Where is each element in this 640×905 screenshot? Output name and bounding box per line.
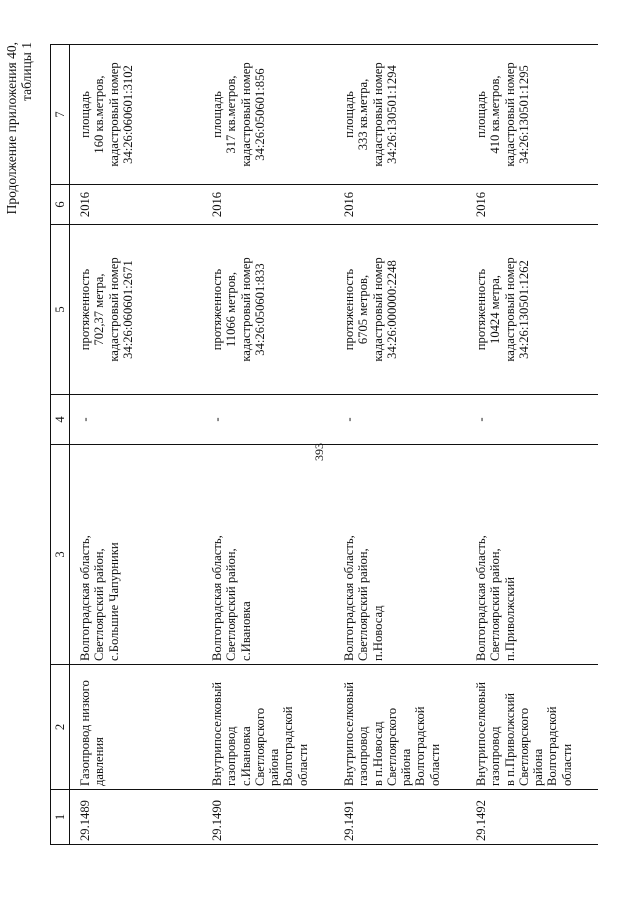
col-header-2: 2 bbox=[51, 665, 70, 790]
object-length: протяженность 11066 метров, кадастровый номер 34:26:050601:833 bbox=[202, 225, 334, 395]
column-4-value: - bbox=[466, 395, 598, 445]
object-year: 2016 bbox=[202, 185, 334, 225]
col-header-6: 6 bbox=[51, 185, 70, 225]
col-header-3: 3 bbox=[51, 445, 70, 665]
object-area: площадь 317 кв.метров, кадастровый номер 34:26:050601:856 bbox=[202, 45, 334, 185]
object-name: Газопровод низкого давления bbox=[70, 665, 203, 790]
header-row bbox=[51, 45, 70, 845]
table-caption bbox=[4, 42, 34, 214]
object-year: 2016 bbox=[70, 185, 203, 225]
object-location: Волгоградская область, Светлоярский район, п.Новосад bbox=[334, 445, 466, 665]
object-location: Волгоградская область, Светлоярский район, с.Большие Чапурники bbox=[70, 445, 203, 665]
column-4-value: - bbox=[202, 395, 334, 445]
object-area: площадь 333 кв.метра, кадастровый номер 34:26:130501:1294 bbox=[334, 45, 466, 185]
row-number: 29.1489 bbox=[70, 790, 203, 845]
table-row bbox=[70, 45, 203, 845]
table-row bbox=[334, 45, 466, 845]
object-location: Волгоградская область, Светлоярский район, с.Ивановка bbox=[202, 445, 334, 665]
object-length: протяженность 6705 метров, кадастровый номер 34:26:000000:2248 bbox=[334, 225, 466, 395]
caption-line-2: таблицы 1 bbox=[19, 42, 34, 101]
col-header-5: 5 bbox=[51, 225, 70, 395]
object-name: Внутрипоселковый газопровод в п.Приволжский Светлоярского района Волгоградской области bbox=[466, 665, 598, 790]
object-year: 2016 bbox=[466, 185, 598, 225]
object-year: 2016 bbox=[334, 185, 466, 225]
caption-line-1: Продолжение приложения 40, bbox=[4, 42, 19, 215]
row-number: 29.1491 bbox=[334, 790, 466, 845]
col-header-7: 7 bbox=[51, 45, 70, 185]
table-row bbox=[466, 45, 598, 845]
object-name: Внутрипоселковый газопровод с.Ивановка Светлоярского района Волгоградской области bbox=[202, 665, 334, 790]
object-name: Внутрипоселковый газопровод в п.Новосад Светлоярского района Волгоградской области bbox=[334, 665, 466, 790]
row-number: 29.1490 bbox=[202, 790, 334, 845]
col-header-1: 1 bbox=[51, 790, 70, 845]
object-area: площадь 160 кв.метров, кадастровый номер 34:26:060601:3102 bbox=[70, 45, 203, 185]
column-4-value: - bbox=[70, 395, 203, 445]
column-4-value: - bbox=[334, 395, 466, 445]
table-row bbox=[202, 45, 334, 845]
object-area: площадь 410 кв.метров, кадастровый номер 34:26:130501:1295 bbox=[466, 45, 598, 185]
page-number: 393 bbox=[312, 443, 326, 461]
col-header-4: 4 bbox=[51, 395, 70, 445]
object-length: протяженность 702,37 метра, кадастровый номер 34:26:060601:2671 bbox=[70, 225, 203, 395]
object-length: протяженность 10424 метра, кадастровый номер 34:26:130501:1262 bbox=[466, 225, 598, 395]
object-location: Волгоградская область, Светлоярский район, п.Приволжский bbox=[466, 445, 598, 665]
property-table bbox=[50, 44, 598, 845]
row-number: 29.1492 bbox=[466, 790, 598, 845]
